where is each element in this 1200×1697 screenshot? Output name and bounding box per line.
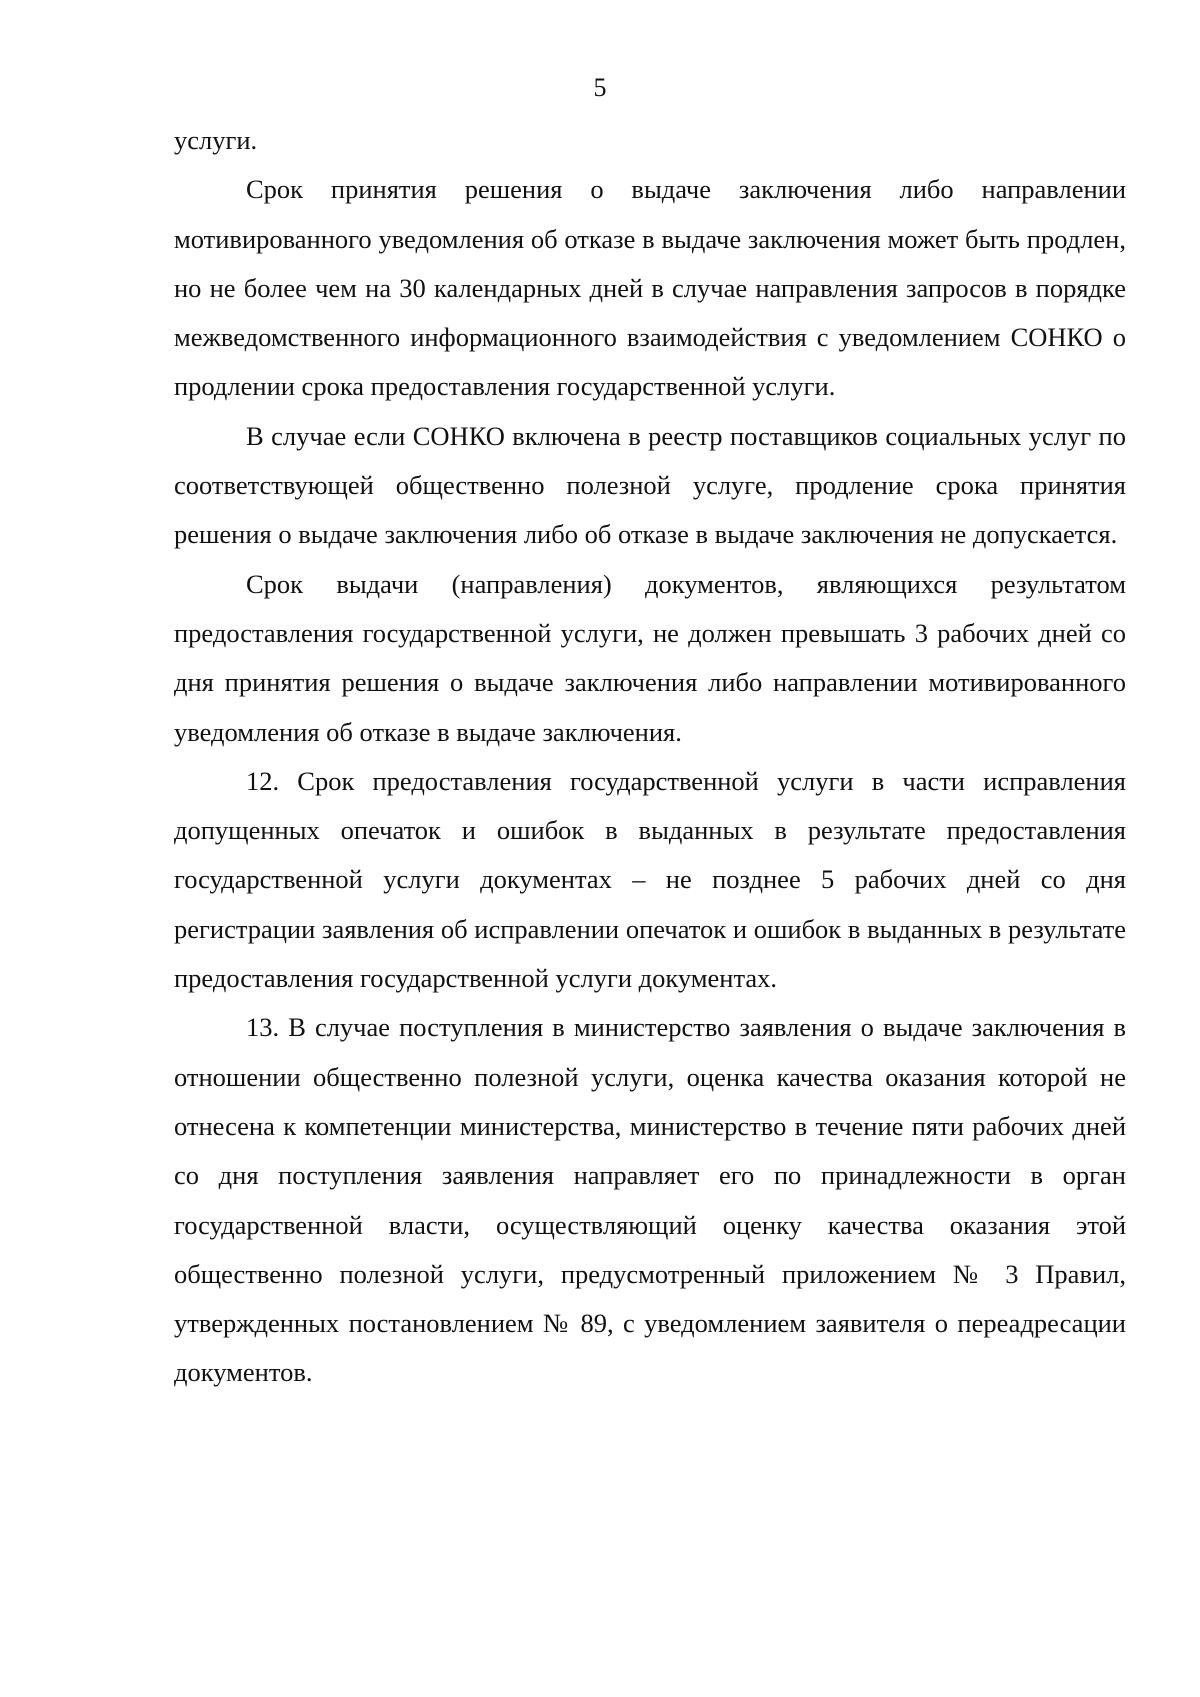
paragraph-decision-term-extension: Срок принятия решения о выдаче заключения либо направлении мотивированного уведомления об отказе в выдаче заключения может быть продлен, но не более чем на 30 календарных дней в случае направления запросов в порядке межведомственного информационного взаимодействия с уведомлением СОНКО о продлении срока предоставления государственной услуги.: [174, 174, 1126, 402]
paragraph-document-issue-term: Срок выдачи (направления) документов, являющихся результатом предоставления государственной услуги, не должен превышать 3 рабочих дней со дня принятия решения о выдаче заключения либо направлении мотивированного уведомления об отказе в выдаче заключения.: [174, 568, 1126, 747]
paragraph-item-12: 12. Срок предоставления государственной услуги в части исправления допущенных опечаток и ошибок в выданных в результате предоставления государственной услуги документах – не позднее 5 рабочих дней со дня регистрации заявления об исправлении опечаток и ошибок в выданных в результате предоставления государственной услуги документах.: [174, 765, 1126, 994]
paragraph-continuation: услуги.: [174, 125, 258, 155]
page-number: 5: [593, 73, 607, 102]
paragraph-item-13: 13. В случае поступления в министерство заявления о выдаче заключения в отношении общественно полезной услуги, оценка качества оказания которой не отнесена к компетенции министерства, министерство в течение пяти рабочих дней со дня поступления заявления направляет его по принадлежности в орган государственной власти, осуществляющий оценку качества оказания этой общественно полезной услуги, предусмотренный приложением № 3 Правил, утвержденных постановлением № 89, с уведомлением заявителя о переадресации документов.: [174, 1012, 1126, 1388]
paragraph-registry-no-extension: В случае если СОНКО включена в реестр поставщиков социальных услуг по соответствующей общественно полезной услуге, продление срока принятия решения о выдаче заключения либо об отказе в выдаче заключения не допускается.: [174, 420, 1126, 550]
document-body: [174, 116, 1126, 1398]
